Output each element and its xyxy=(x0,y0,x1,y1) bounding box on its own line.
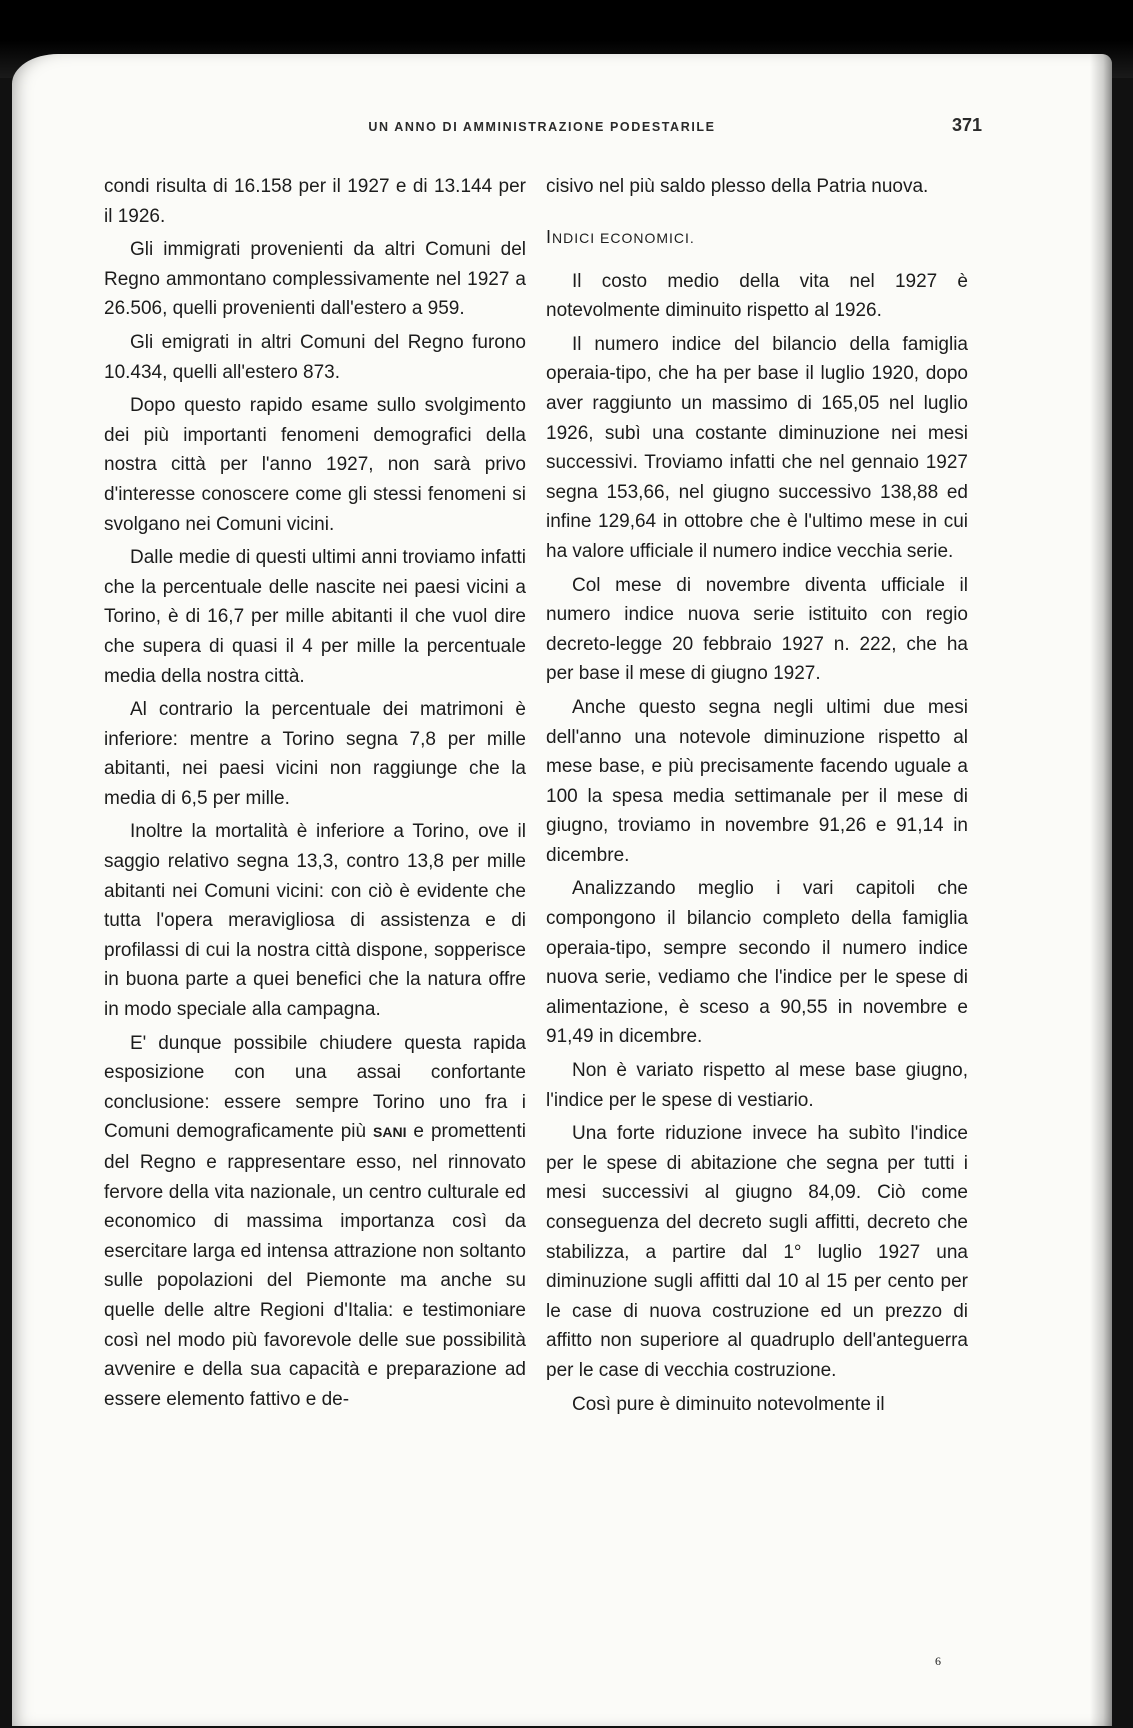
right-column xyxy=(546,172,968,1419)
paragraph: Il costo medio della vita nel 1927 è notevolmente diminuito rispetto al 1926. xyxy=(546,270,968,322)
text-run: e promettenti del Regno e rappresentare esso, nel rinnovato fervore della vita nazionale, un centro culturale ed economico di massima importanza così da esercitare larga ed intensa attrazione non soltanto sulle popolazioni del Piemonte ma anche su quelle delle altre Regioni d'Italia: e testimoniare così nel modo più favorevole delle sue possibilità avvenire e della sua capacità e preparazione ad essere elemento fattivo e de- xyxy=(104,1121,526,1410)
paragraph: Gli emigrati in altri Comuni del Regno furono 10.434, quelli all'estero 873. xyxy=(104,331,526,383)
document-page xyxy=(12,54,1112,1726)
paragraph: condi risulta di 16.158 per il 1927 e di 13.144 per il 1926. xyxy=(104,176,526,227)
section-heading xyxy=(546,228,968,247)
paragraph: Il numero indice del bilancio della famiglia operaia-tipo, che ha per base il luglio 1920, dopo aver raggiunto un massimo di 165,05 nel luglio 1926, subì una costante diminuzione nei mesi successivi. Troviamo infatti che nel gennaio 1927 segna 153,66, nel giugno successivo 138,88 ed infine 129,64 in ottobre che è l'ultimo mese in cui ha valore ufficiale il numero indice vecchia serie. xyxy=(546,333,968,562)
heading-initial: I xyxy=(546,226,553,247)
small-caps-word: SANI xyxy=(373,1124,407,1141)
signature-mark: 6 xyxy=(935,1654,941,1668)
page-binding-shadow xyxy=(1090,54,1112,1726)
paragraph: Così pure è diminuito notevolmente il xyxy=(572,1393,885,1415)
heading-text: NDICI ECONOMICI. xyxy=(552,229,695,246)
paragraph: Analizzando meglio i vari capitoli che compongono il bilancio completo della famiglia operaia-tipo, sempre secondo il numero indice nuova serie, vediamo che l'indice per le spese di alimentazione, è sceso a 90,55 in novembre e 91,49 in dicembre. xyxy=(546,878,968,1048)
text-run: E' dunque possibile chiudere questa rapida esposizione con una assai confortante conclusione: essere sempre Torino uno fra i Comuni demograficamente più xyxy=(104,1032,526,1143)
paragraph: cisivo nel più saldo plesso della Patria nuova. xyxy=(546,176,929,197)
left-column xyxy=(104,172,526,1414)
page-number: 371 xyxy=(951,115,982,135)
paragraph xyxy=(104,1029,526,1415)
paragraph: Gli immigrati provenienti da altri Comuni del Regno ammontano complessivamente nel 1927 a 26.506, quelli provenienti dall'estero a 959. xyxy=(104,239,526,320)
running-header: UN ANNO DI AMMINISTRAZIONE PODESTARILE xyxy=(368,120,716,134)
paragraph: Al contrario la percentuale dei matrimoni è inferiore: mentre a Torino segna 7,8 per mille abitanti, nei paesi vicini non raggiunge che la media di 6,5 per mille. xyxy=(104,699,526,809)
paragraph: Non è variato rispetto al mese base giugno, l'indice per le spese di vestiario. xyxy=(546,1060,968,1111)
paragraph: Col mese di novembre diventa ufficiale il numero indice nuova serie istituito con regio decreto-legge 20 febbraio 1927 n. 222, che ha per base il mese di giugno 1927. xyxy=(546,574,968,685)
paragraph: Anche questo segna negli ultimi due mesi dell'anno una notevole diminuzione rispetto al mese base, e più precisamente facendo uguale a 100 la spesa media settimanale per il mese di giugno, troviamo in novembre 91,26 e 91,14 in dicembre. xyxy=(546,696,968,866)
paragraph: Una forte riduzione invece ha subìto l'indice per le spese di abitazione che segna per tutti i mesi successivi al giugno 84,09. Ciò come conseguenza del decreto sugli affitti, decreto che stabilizza, a partire dal 1° luglio 1927 una diminuzione sugli affitti dal 10 al 15 per cento per le case di nuova costruzione ed un prezzo di affitto non superiore al quadruplo dell'anteguerra per le case di vecchia costruzione. xyxy=(546,1123,968,1381)
paragraph: Inoltre la mortalità è inferiore a Torino, ove il saggio relativo segna 13,3, contro 13,8 per mille abitanti nei Comuni vicini: con ciò è evidente che tutta l'opera meravigliosa di assistenza e di profilassi di cui la nostra città dispone, sopperisce in buona parte a quei benefici che la natura offre in modo speciale alla campagna. xyxy=(104,821,526,1021)
paragraph: Dalle medie di questi ultimi anni troviamo infatti che la percentuale delle nascite nei paesi vicini a Torino, è di 16,7 per mille abitanti il che vuol dire che supera di quasi il 4 per mille la percentuale media della nostra città. xyxy=(104,547,527,687)
paragraph: Dopo questo rapido esame sullo svolgimento dei più importanti fenomeni demografici della nostra città per l'anno 1927, non sarà privo d'interesse conoscere come gli stessi fenomeni si svolgano nei Comuni vicini. xyxy=(104,395,526,535)
